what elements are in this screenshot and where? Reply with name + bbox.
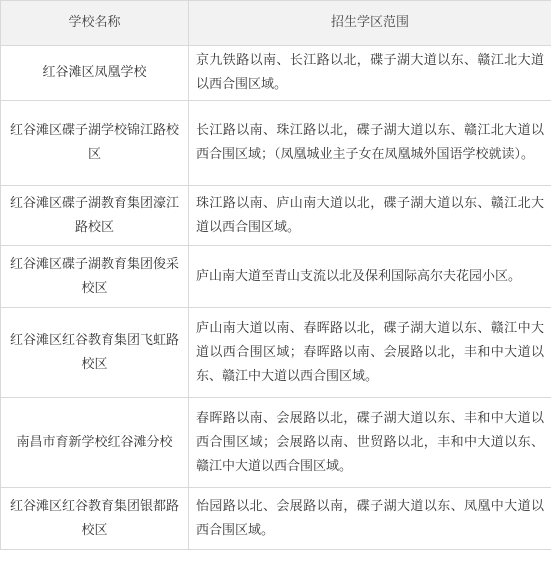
school-name-cell: 红谷滩区碟子湖学校锦江路校区 bbox=[1, 101, 189, 186]
enrollment-area-cell: 珠江路以南、庐山南大道以北，碟子湖大道以东、赣江北大道以西合围区域。 bbox=[189, 186, 551, 246]
school-name-cell: 红谷滩区碟子湖教育集团濠江路校区 bbox=[1, 186, 189, 246]
table-row bbox=[1, 46, 551, 101]
enrollment-area-cell: 长江路以南、珠江路以北，碟子湖大道以东、赣江北大道以西合围区域；（凤凰城业主子女在凤凰城外国语学校就读）。 bbox=[189, 101, 551, 186]
school-name-cell: 红谷滩区红谷教育集团飞虹路校区 bbox=[1, 308, 189, 398]
table-row bbox=[1, 398, 551, 488]
table-header-row bbox=[1, 1, 551, 46]
table-row bbox=[1, 488, 551, 550]
table-row bbox=[1, 246, 551, 308]
enrollment-area-cell: 庐山南大道以南、春晖路以北，碟子湖大道以东、赣江中大道以西合围区域；春晖路以南、会展路以北，丰和中大道以东、赣江中大道以西合围区域。 bbox=[189, 308, 551, 398]
header-enrollment-area: 招生学区范围 bbox=[189, 1, 551, 46]
school-name-cell: 南昌市育新学校红谷滩分校 bbox=[1, 398, 189, 488]
school-name-cell: 红谷滩区凤凰学校 bbox=[1, 46, 189, 101]
school-name-cell: 红谷滩区红谷教育集团银都路校区 bbox=[1, 488, 189, 550]
enrollment-area-cell: 怡园路以北、会展路以南，碟子湖大道以东、凤凰中大道以西合围区域。 bbox=[189, 488, 551, 550]
school-name-cell: 红谷滩区碟子湖教育集团俊采校区 bbox=[1, 246, 189, 308]
table-row bbox=[1, 186, 551, 246]
enrollment-area-cell: 春晖路以南、会展路以北，碟子湖大道以东、丰和中大道以西合围区域；会展路以南、世贸路以北，丰和中大道以东、赣江中大道以西合围区域。 bbox=[189, 398, 551, 488]
enrollment-area-cell: 庐山南大道至青山支流以北及保利国际高尔夫花园小区。 bbox=[189, 246, 551, 308]
header-school-name: 学校名称 bbox=[1, 1, 189, 46]
table-row bbox=[1, 101, 551, 186]
enrollment-area-cell: 京九铁路以南、长江路以北，碟子湖大道以东、赣江北大道以西合围区域。 bbox=[189, 46, 551, 101]
table-row bbox=[1, 308, 551, 398]
